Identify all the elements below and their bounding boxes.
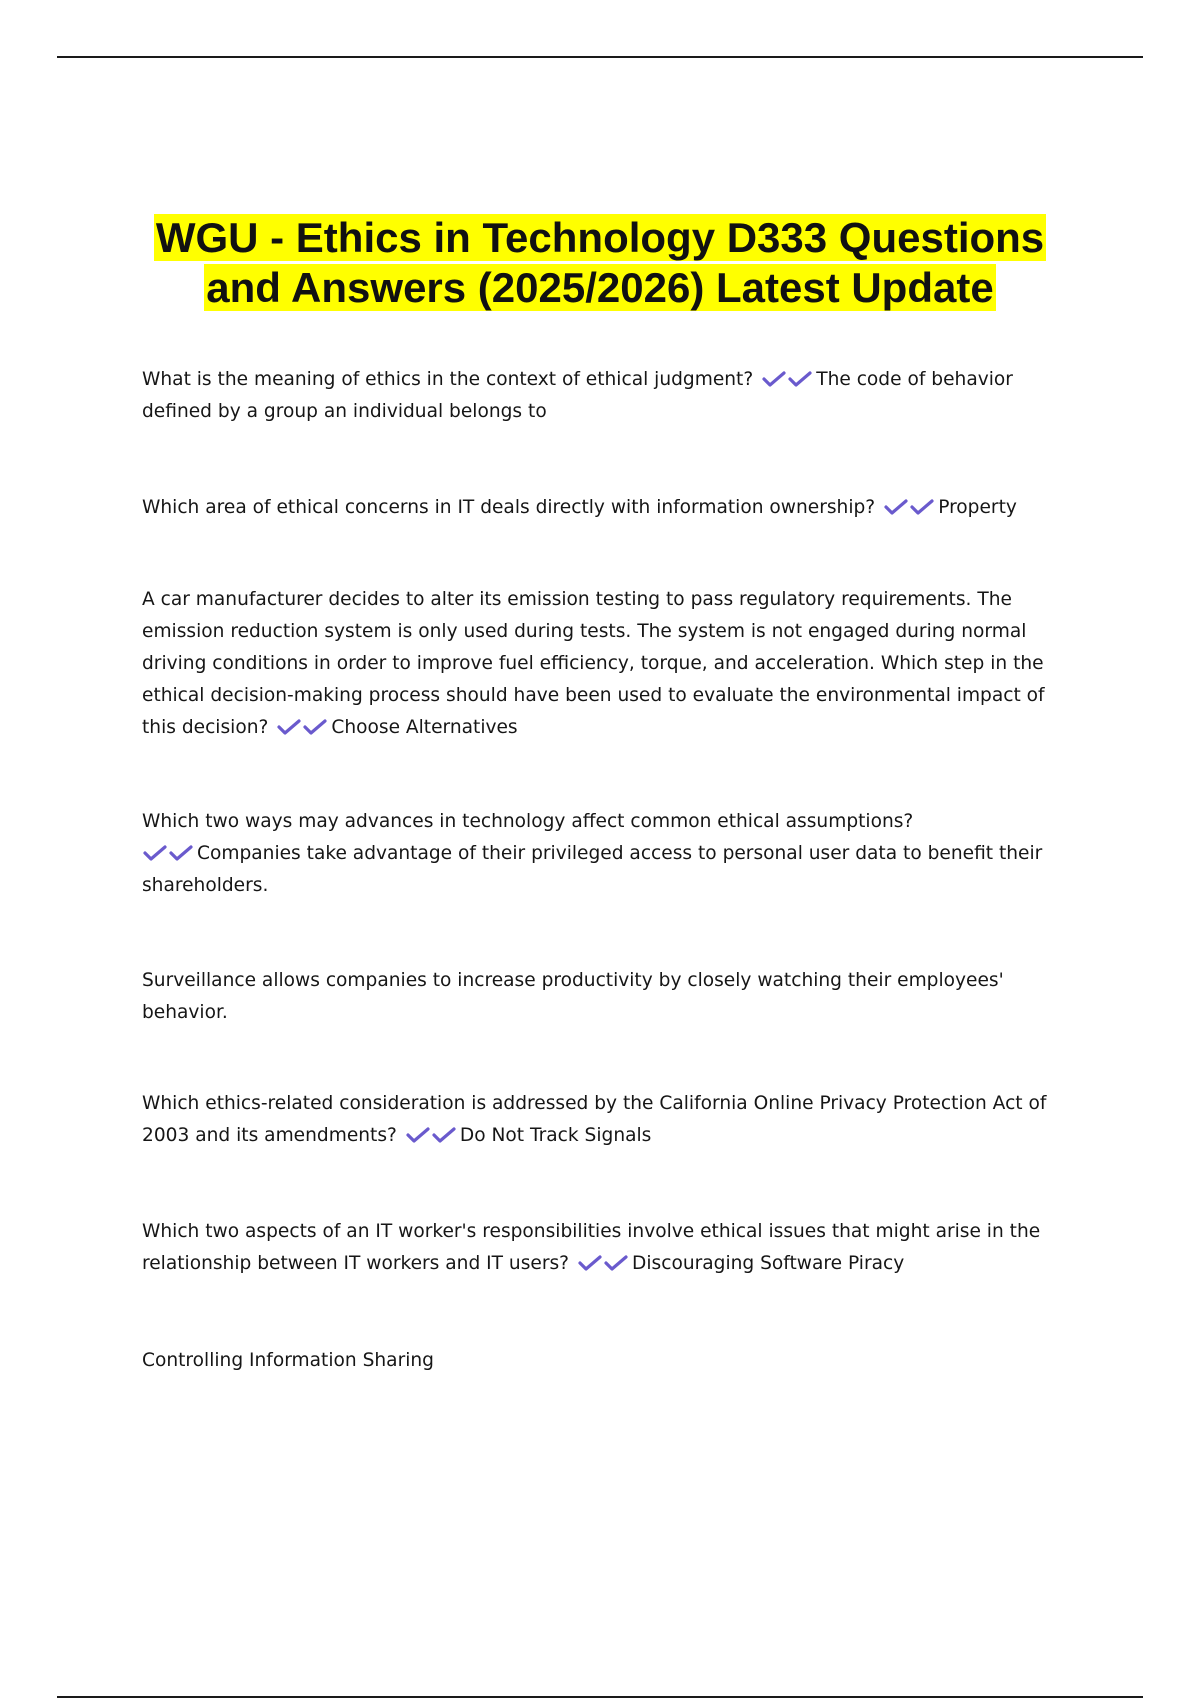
answer-checkmarks	[883, 497, 935, 518]
checkmark-icon	[761, 371, 787, 387]
checkmark-icon	[883, 499, 909, 515]
qa-item	[142, 364, 1067, 428]
question-text: Which ethics-related consideration is addressed by the California Online Privacy Protection Act of 2003 and its amendments?	[142, 1093, 1047, 1146]
question-text: Which two aspects of an IT worker's responsibilities involve ethical issues that might arise in the relationship between IT workers and IT users?	[142, 1221, 1041, 1274]
checkmark-icon	[577, 1255, 603, 1271]
footer-rule	[57, 1696, 1143, 1698]
checkmark-icon	[405, 1127, 431, 1143]
checkmark-icon	[276, 719, 302, 735]
answer-checkmarks	[405, 1125, 457, 1146]
answer-continuation	[142, 1345, 1067, 1377]
question-text: Which area of ethical concerns in IT deals directly with information ownership?	[142, 497, 876, 518]
answer-text: Controlling Information Sharing	[142, 1350, 434, 1371]
answer-checkmarks	[142, 843, 194, 864]
checkmark-icon	[909, 499, 935, 515]
answer-text: Companies take advantage of their privileged access to personal user data to benefit their shareholders.	[142, 843, 1043, 896]
checkmark-icon	[302, 719, 328, 735]
answer-checkmarks	[276, 717, 328, 738]
header-rule	[57, 56, 1143, 58]
answer-text: Choose Alternatives	[331, 717, 518, 738]
qa-item	[142, 806, 1067, 902]
checkmark-icon	[787, 371, 813, 387]
answer-text: Property	[938, 497, 1017, 518]
question-text: Which two ways may advances in technology affect common ethical assumptions?	[142, 811, 914, 832]
answer-checkmarks	[577, 1253, 629, 1274]
answer-checkmarks	[761, 369, 813, 390]
question-text: What is the meaning of ethics in the context of ethical judgment?	[142, 369, 754, 390]
answer-text: Surveillance allows companies to increase productivity by closely watching their employees' behavior.	[142, 970, 1004, 1023]
checkmark-icon	[603, 1255, 629, 1271]
qa-item	[142, 1088, 1067, 1152]
question-text: A car manufacturer decides to alter its emission testing to pass regulatory requirements. The emission reduction system is only used during tests. The system is not engaged during normal driving conditions in order to improve fuel efficiency, torque, and acceleration. Which step in the ethical decision-making process should have been used to evaluate the environmental impact of this decision?	[142, 589, 1045, 738]
title-line-2: and Answers (2025/2026) Latest Update	[206, 264, 994, 311]
qa-item	[142, 584, 1067, 744]
checkmark-icon	[431, 1127, 457, 1143]
answer-text: Do Not Track Signals	[459, 1125, 652, 1146]
answer-text: The code of behavior defined by a group an individual belongs to	[142, 369, 1013, 422]
title-line-1: WGU - Ethics in Technology D333 Questions	[155, 214, 1045, 261]
answer-continuation	[142, 965, 1067, 1029]
checkmark-icon	[168, 845, 194, 861]
document-title	[100, 213, 1100, 313]
answer-text: Discouraging Software Piracy	[632, 1253, 905, 1274]
qa-item	[142, 1216, 1067, 1280]
checkmark-icon	[142, 845, 168, 861]
qa-item	[142, 492, 1067, 524]
